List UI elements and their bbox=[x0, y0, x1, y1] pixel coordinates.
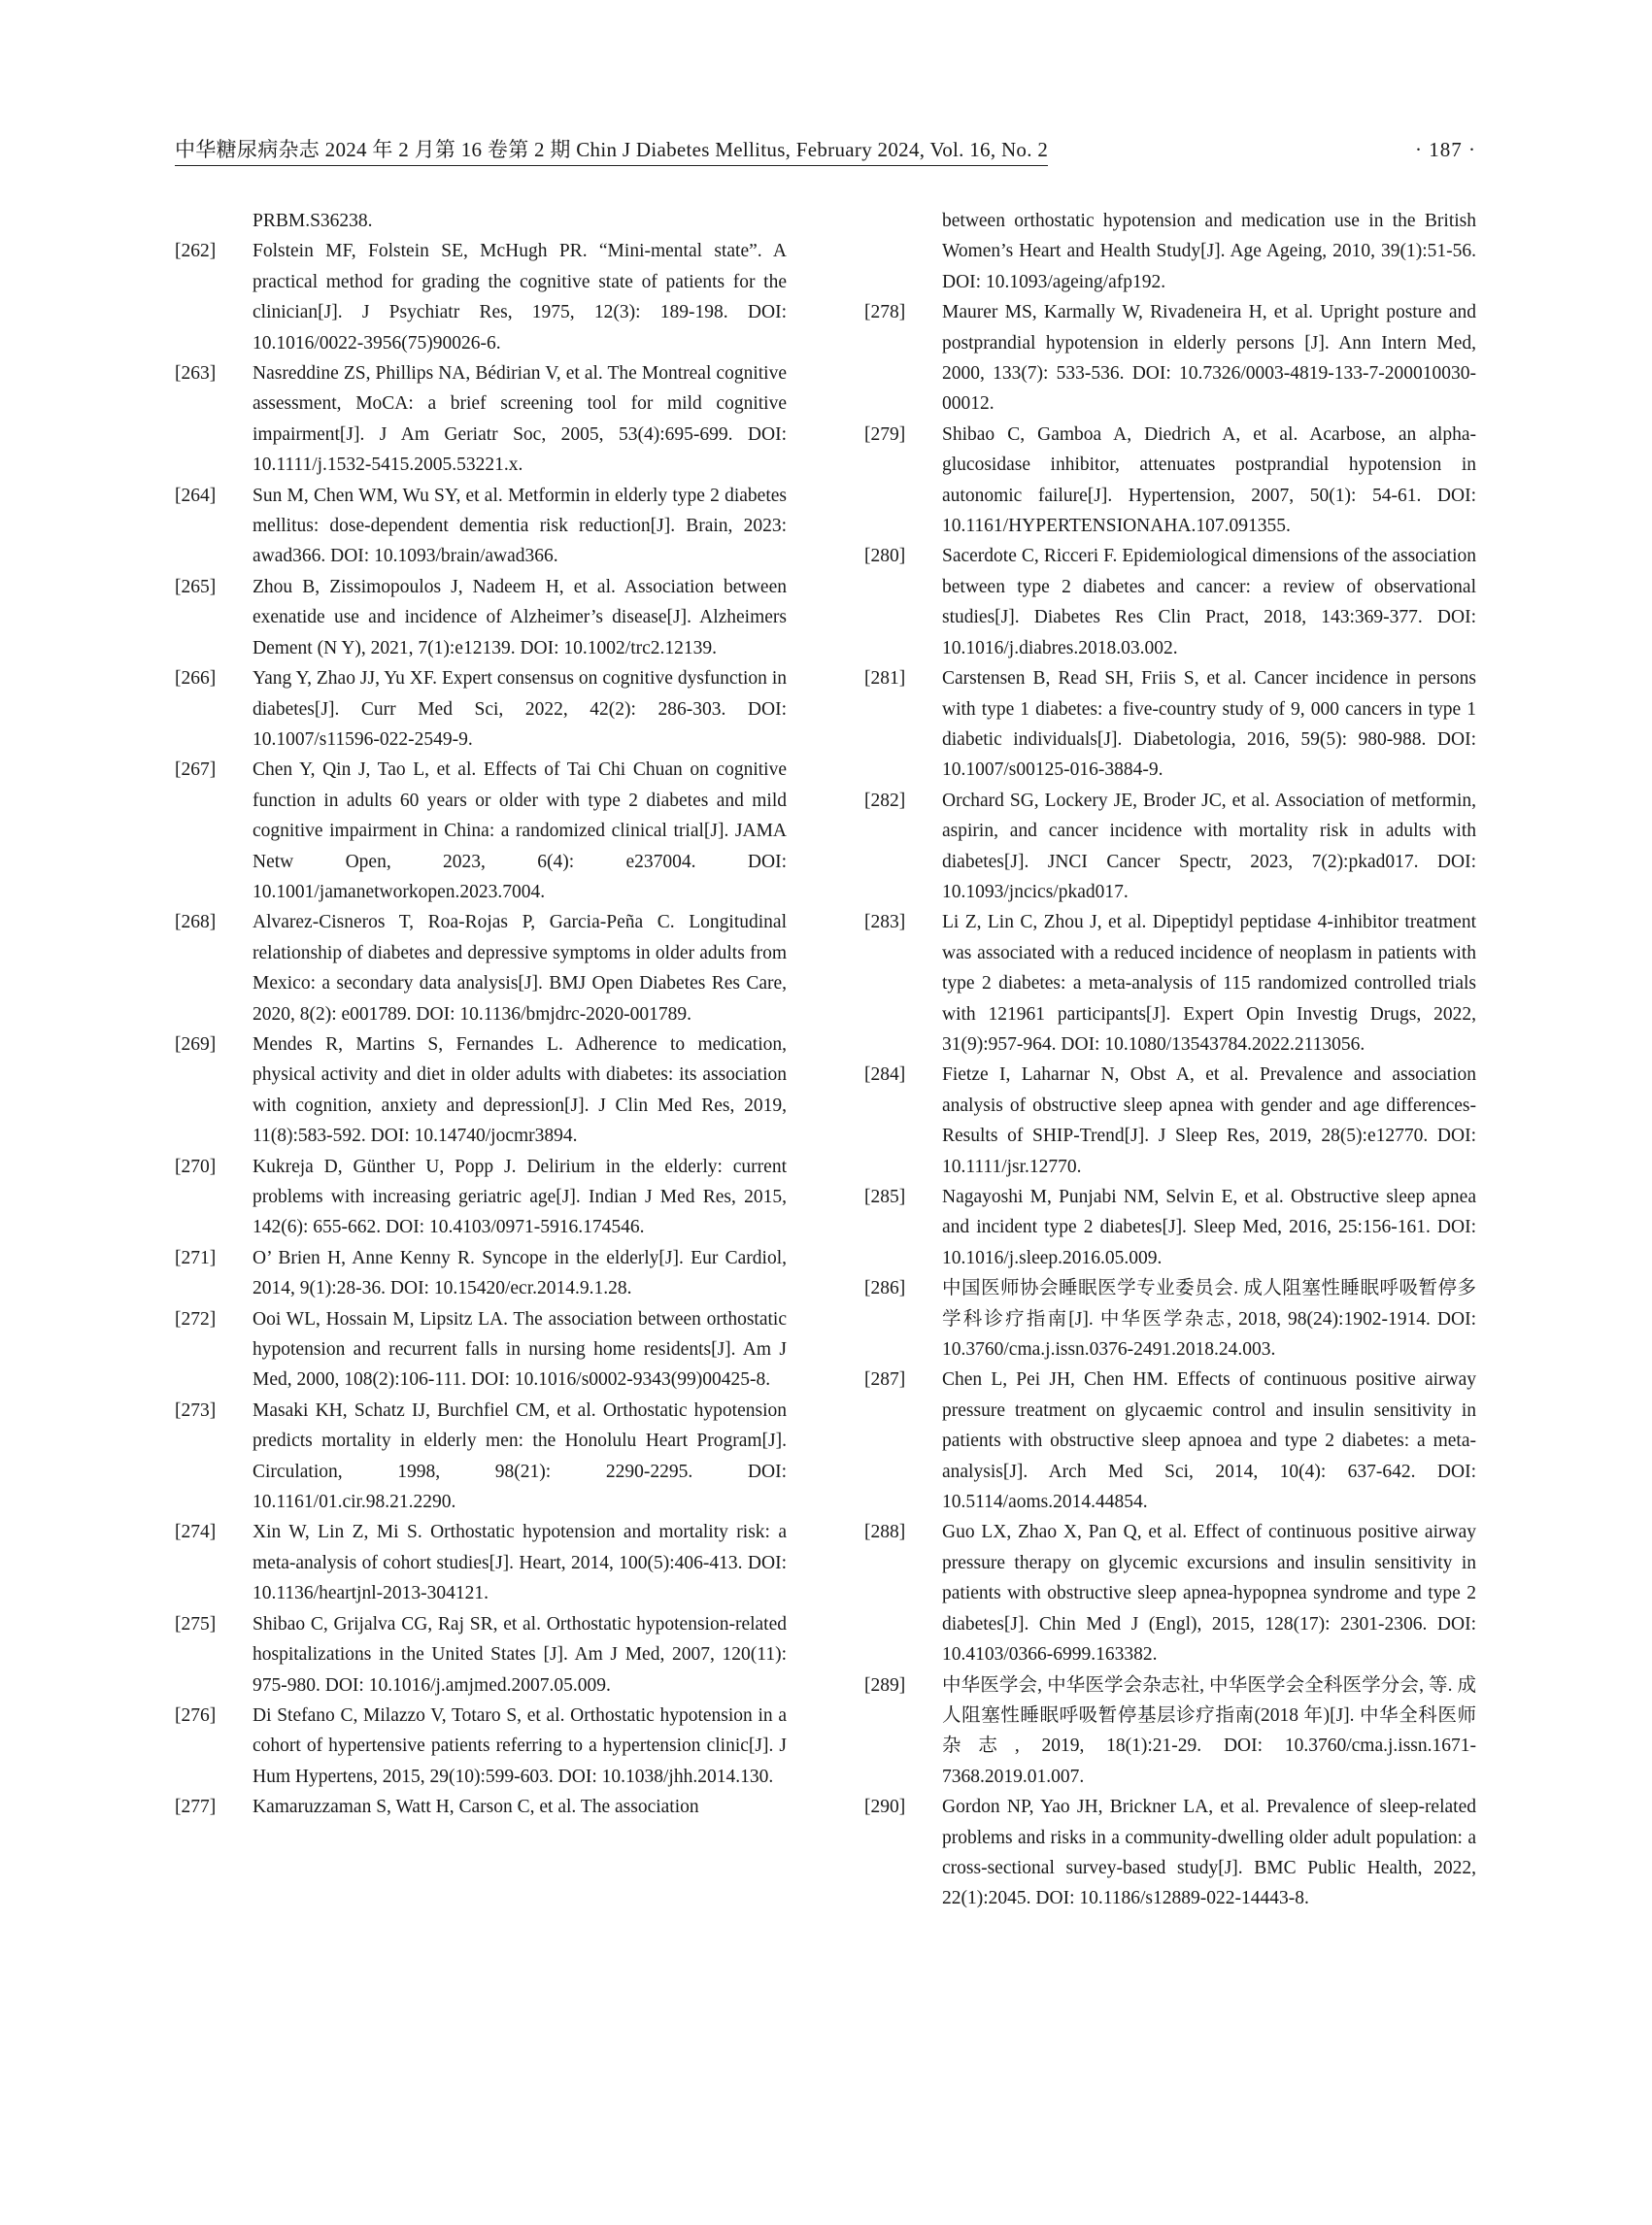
reference-text: Guo LX, Zhao X, Pan Q, et al. Effect of continuous positive airway pressure therapy on glycemic excursions and insulin sensitivity in patients with obstructive sleep apnea-hypopnea syndrome and type 2 diabetes[J]. Chin Med J (Engl), 2015, 128(17): 2301-2306. DOI: 10.4103/0366-6999.163382. bbox=[942, 1522, 1476, 1666]
reference-entry bbox=[175, 1152, 787, 1243]
reference-number: [262] bbox=[175, 241, 217, 262]
reference-entry bbox=[175, 358, 787, 481]
reference-number: [264] bbox=[175, 485, 217, 506]
reference-text: Carstensen B, Read SH, Friis S, et al. Cancer incidence in persons with type 1 diabetes: a five-country study of 9, 000 cancers in type 1 diabetic individuals[J]. Diabetologia, 2016, 59(5): 980-988. DOI: 10.1007/s00125-016-3884-9. bbox=[942, 668, 1476, 781]
reference-text: PRBM.S36238. bbox=[253, 211, 373, 231]
reference-text: Sun M, Chen WM, Wu SY, et al. Metformin in elderly type 2 diabetes mellitus: dose-dependent dementia risk reduction[J]. Brain, 2023: awad366. DOI: 10.1093/brain/awad366. bbox=[253, 485, 787, 567]
reference-entry bbox=[175, 1396, 787, 1518]
reference-number: [272] bbox=[175, 1308, 217, 1330]
reference-number: [280] bbox=[864, 546, 906, 567]
reference-entry bbox=[175, 1304, 787, 1396]
reference-column-left bbox=[175, 206, 787, 1823]
reference-entry bbox=[175, 755, 787, 907]
reference-number: [277] bbox=[175, 1797, 217, 1818]
reference-entry bbox=[175, 1243, 787, 1304]
reference-number: [284] bbox=[864, 1064, 906, 1086]
reference-entry bbox=[864, 786, 1476, 908]
reference-column-right bbox=[864, 206, 1476, 1914]
reference-number: [288] bbox=[864, 1522, 906, 1543]
reference-number: [289] bbox=[864, 1674, 906, 1696]
reference-entry bbox=[864, 541, 1476, 663]
reference-text: Maurer MS, Karmally W, Rivadeneira H, et al. Upright posture and postprandial hypotension in elderly persons [J]. Ann Intern Med, 2000, 133(7): 533-536. DOI: 10.7326/0003-4819-133-7-200010030-00012. bbox=[942, 302, 1476, 415]
reference-text: 中华医学会, 中华医学会杂志社, 中华医学会全科医学分会, 等. 成人阻塞性睡眠呼吸暂停基层诊疗指南(2018 年)[J]. 中华全科医师杂志, 2019, 18(1):21-29. DOI: 10.3760/cma.j.issn.1671-7368.2019.01.007. bbox=[942, 1674, 1476, 1787]
reference-entry bbox=[175, 1609, 787, 1701]
reference-text: Di Stefano C, Milazzo V, Totaro S, et al. Orthostatic hypotension in a cohort of hypertensive patients referring to a hypertension clinic[J]. J Hum Hypertens, 2015, 29(10):599-603. DOI: 10.1038/jhh.2014.130. bbox=[253, 1704, 787, 1787]
reference-text: Shibao C, Grijalva CG, Raj SR, et al. Orthostatic hypotension-related hospitalizations in the United States [J]. Am J Med, 2007, 120(11): 975-980. DOI: 10.1016/j.amjmed.2007.05.009. bbox=[253, 1613, 787, 1696]
reference-entry bbox=[864, 297, 1476, 420]
reference-entry bbox=[864, 1365, 1476, 1517]
reference-number: [285] bbox=[864, 1187, 906, 1207]
reference-text: Shibao C, Gamboa A, Diedrich A, et al. Acarbose, an alpha-glucosidase inhibitor, attenuates postprandial hypotension in autonomic failure[J]. Hypertension, 2007, 50(1): 54-61. DOI: 10.1161/HYPERTENSIONAHA.107.091355. bbox=[942, 423, 1476, 537]
reference-entry bbox=[175, 206, 787, 236]
reference-number: [267] bbox=[175, 759, 217, 781]
reference-number: [282] bbox=[864, 790, 906, 811]
reference-number bbox=[175, 206, 253, 236]
reference-text: Gordon NP, Yao JH, Brickner LA, et al. Prevalence of sleep-related problems and risks in a community-dwelling older adult population: a cross-sectional survey-based study[J]. BMC Public Health, 2022, 22(1):2045. DOI: 10.1186/s12889-022-14443-8. bbox=[942, 1797, 1476, 1909]
reference-number: [286] bbox=[864, 1278, 906, 1299]
reference-text: between orthostatic hypotension and medication use in the British Women’s Heart and Health Study[J]. Age Ageing, 2010, 39(1):51-56. DOI: 10.1093/ageing/afp192. bbox=[942, 211, 1476, 292]
reference-number bbox=[864, 206, 942, 297]
reference-text: Mendes R, Martins S, Fernandes L. Adherence to medication, physical activity and diet in older adults with diabetes: its association with cognition, anxiety and depression[J]. J Clin Med Res, 2019, 11(8):583-592. DOI: 10.14740/jocmr3894. bbox=[253, 1033, 787, 1147]
reference-text: Xin W, Lin Z, Mi S. Orthostatic hypotension and mortality risk: a meta-analysis of cohort studies[J]. Heart, 2014, 100(5):406-413. DOI: 10.1136/heartjnl-2013-304121. bbox=[253, 1522, 787, 1604]
reference-entry bbox=[175, 572, 787, 663]
reference-entry bbox=[864, 1792, 1476, 1914]
reference-text: Alvarez-Cisneros T, Roa-Rojas P, Garcia-Peña C. Longitudinal relationship of diabetes and depressive symptoms in older adults from Mexico: a secondary data analysis[J]. BMJ Open Diabetes Res Care, 2020, 8(2): e001789. DOI: 10.1136/bmjdrc-2020-001789. bbox=[253, 912, 787, 1025]
reference-entry bbox=[864, 1273, 1476, 1365]
reference-entry bbox=[864, 206, 1476, 297]
reference-text: Nagayoshi M, Punjabi NM, Selvin E, et al. Obstructive sleep apnea and incident type 2 diabetes[J]. Sleep Med, 2016, 25:156-161. DOI: 10.1016/j.sleep.2016.05.009. bbox=[942, 1187, 1476, 1268]
reference-text: Chen Y, Qin J, Tao L, et al. Effects of Tai Chi Chuan on cognitive function in adults 60 years or older with type 2 diabetes and mild cognitive impairment in China: a randomized clinical trial[J]. JAMA Netw Open, 2023, 6(4): e237004. DOI: 10.1001/jamanetworkopen.2023.7004. bbox=[253, 759, 787, 902]
reference-entry bbox=[175, 663, 787, 755]
reference-number: [290] bbox=[864, 1797, 906, 1818]
reference-text: Kukreja D, Günther U, Popp J. Delirium in the elderly: current problems with increasing geriatric age[J]. Indian J Med Res, 2015, 142(6): 655-662. DOI: 10.4103/0971-5916.174546. bbox=[253, 1156, 787, 1238]
reference-number: [266] bbox=[175, 668, 217, 690]
reference-entry bbox=[864, 663, 1476, 786]
reference-entry bbox=[864, 907, 1476, 1060]
reference-text: Chen L, Pei JH, Chen HM. Effects of continuous positive airway pressure treatment on glycaemic control and insulin sensitivity in patients with obstructive sleep apnoea and type 2 diabetes: a meta-analysis[J]. Arch Med Sci, 2014, 10(4): 637-642. DOI: 10.5114/aoms.2014.44854. bbox=[942, 1369, 1476, 1513]
reference-number: [273] bbox=[175, 1399, 217, 1421]
reference-number: [287] bbox=[864, 1369, 906, 1391]
reference-text: Sacerdote C, Ricceri F. Epidemiological dimensions of the association between type 2 diabetes and cancer: a review of observational studies[J]. Diabetes Res Clin Pract, 2018, 143:369-377. DOI: 10.1016/j.diabres.2018.03.002. bbox=[942, 546, 1476, 658]
reference-entry bbox=[175, 1792, 787, 1822]
reference-entry bbox=[175, 1517, 787, 1608]
reference-entry bbox=[175, 1029, 787, 1152]
reference-entry bbox=[175, 1701, 787, 1792]
reference-number: [265] bbox=[175, 576, 217, 597]
reference-text: Fietze I, Laharnar N, Obst A, et al. Prevalence and association analysis of obstructive sleep apnea with gender and age differences-Results of SHIP-Trend[J]. J Sleep Res, 2019, 28(5):e12770. DOI: 10.1111/jsr.12770. bbox=[942, 1064, 1476, 1177]
reference-number: [278] bbox=[864, 302, 906, 323]
reference-text: Zhou B, Zissimopoulos J, Nadeem H, et al. Association between exenatide use and incidence of Alzheimer’s disease[J]. Alzheimers Dement (N Y), 2021, 7(1):e12139. DOI: 10.1002/trc2.12139. bbox=[253, 576, 787, 658]
reference-text: Kamaruzzaman S, Watt H, Carson C, et al. The association bbox=[253, 1797, 699, 1818]
reference-entry bbox=[864, 1060, 1476, 1182]
reference-text: O’ Brien H, Anne Kenny R. Syncope in the elderly[J]. Eur Cardiol, 2014, 9(1):28-36. DOI: 10.15420/ecr.2014.9.1.28. bbox=[253, 1247, 787, 1299]
reference-entry bbox=[864, 1670, 1476, 1793]
reference-entry bbox=[175, 907, 787, 1029]
reference-text: Orchard SG, Lockery JE, Broder JC, et al. Association of metformin, aspirin, and cancer incidence with mortality risk in adults with diabetes[J]. JNCI Cancer Spectr, 2023, 7(2):pkad017. DOI: 10.1093/jncics/pkad017. bbox=[942, 790, 1476, 902]
running-header bbox=[175, 132, 1476, 167]
reference-number: [276] bbox=[175, 1704, 217, 1726]
reference-text: 中国医师协会睡眠医学专业委员会. 成人阻塞性睡眠呼吸暂停多学科诊疗指南[J]. 中华医学杂志, 2018, 98(24):1902-1914. DOI: 10.3760/cma.j.issn.0376-2491.2018.24.003. bbox=[942, 1278, 1476, 1361]
reference-entry bbox=[864, 1517, 1476, 1669]
reference-number: [274] bbox=[175, 1522, 217, 1543]
reference-number: [268] bbox=[175, 912, 217, 933]
reference-text: Li Z, Lin C, Zhou J, et al. Dipeptidyl peptidase 4-inhibitor treatment was associated with a reduced incidence of neoplasm in patients with type 2 diabetes: a meta-analysis of 115 randomized controlled trials with 121961 participants[J]. Expert Opin Investig Drugs, 2022, 31(9):957-964. DOI: 10.1080/13543784.2022.2113056. bbox=[942, 912, 1476, 1055]
reference-number: [281] bbox=[864, 668, 906, 690]
reference-entry bbox=[175, 481, 787, 572]
reference-number: [275] bbox=[175, 1613, 217, 1635]
reference-entry bbox=[175, 236, 787, 358]
reference-text: Folstein MF, Folstein SE, McHugh PR. “Mini-mental state”. A practical method for grading the cognitive state of patients for the clinician[J]. J Psychiatr Res, 1975, 12(3): 189-198. DOI: 10.1016/0022-3956(75)90026-6. bbox=[253, 241, 787, 354]
journal-title: 中华糖尿病杂志 2024 年 2 月第 16 卷第 2 期 Chin J Diabetes Mellitus, February 2024, Vol. 16, No. 2 bbox=[175, 134, 1048, 166]
reference-text: Nasreddine ZS, Phillips NA, Bédirian V, et al. The Montreal cognitive assessment, MoCA: a brief screening tool for mild cognitive impairment[J]. J Am Geriatr Soc, 2005, 53(4):695-699. DOI: 10.1111/j.1532-5415.2005.53221.x. bbox=[253, 363, 787, 476]
reference-number: [263] bbox=[175, 363, 217, 385]
reference-number: [271] bbox=[175, 1247, 217, 1268]
page-number: · 187 · bbox=[1415, 137, 1476, 161]
reference-text: Yang Y, Zhao JJ, Yu XF. Expert consensus on cognitive dysfunction in diabetes[J]. Curr Med Sci, 2022, 42(2): 286-303. DOI: 10.1007/s11596-022-2549-9. bbox=[253, 668, 787, 750]
reference-number: [270] bbox=[175, 1156, 217, 1177]
reference-text: Ooi WL, Hossain M, Lipsitz LA. The association between orthostatic hypotension and recurrent falls in nursing home residents[J]. Am J Med, 2000, 108(2):106-111. DOI: 10.1016/s0002-9343(99)00425-8. bbox=[253, 1308, 787, 1391]
reference-text: Masaki KH, Schatz IJ, Burchfiel CM, et al. Orthostatic hypotension predicts mortality in elderly men: the Honolulu Heart Program[J]. Circulation, 1998, 98(21): 2290-2295. DOI: 10.1161/01.cir.98.21.2290. bbox=[253, 1399, 787, 1513]
reference-number: [279] bbox=[864, 423, 906, 445]
reference-number: [283] bbox=[864, 912, 906, 933]
reference-entry bbox=[864, 1182, 1476, 1273]
reference-number: [269] bbox=[175, 1033, 217, 1055]
reference-entry bbox=[864, 420, 1476, 542]
